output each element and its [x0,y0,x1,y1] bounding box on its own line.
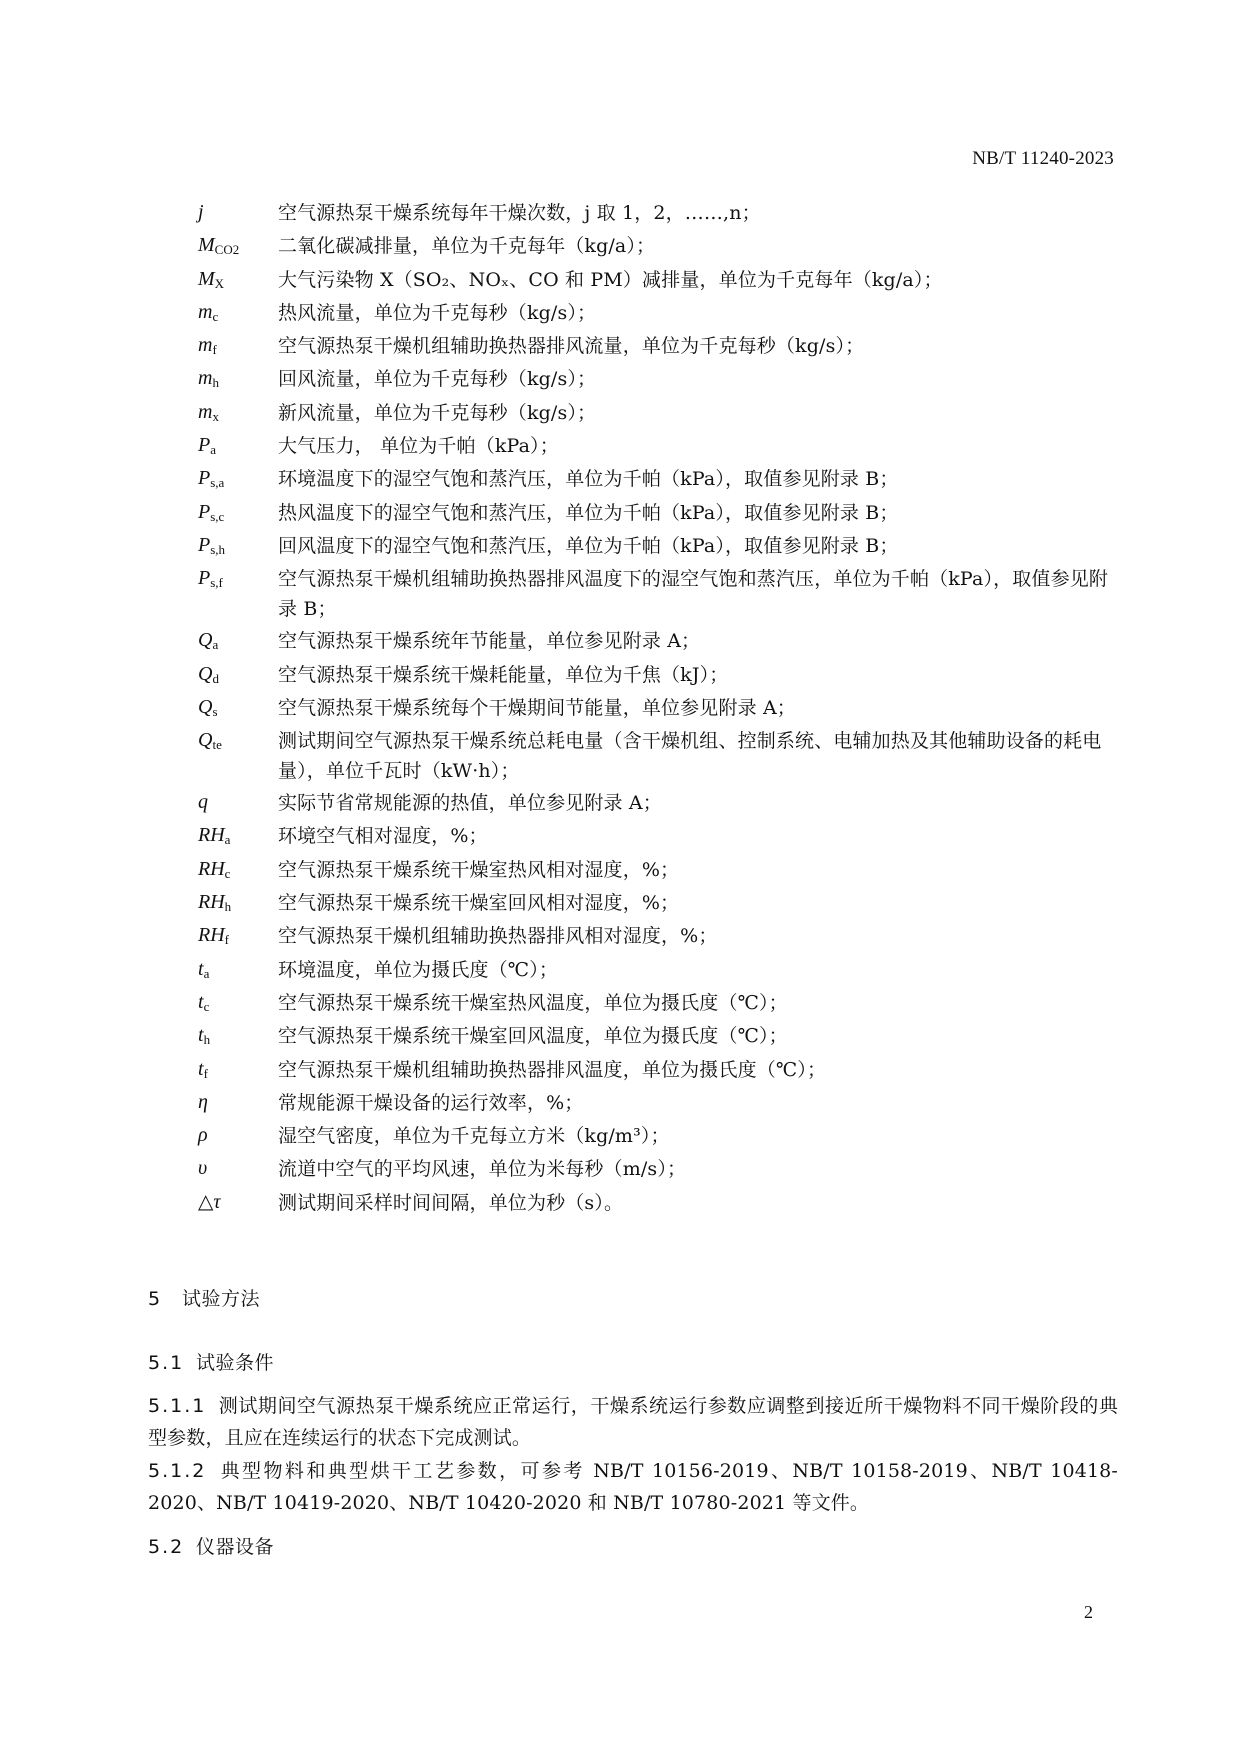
symbol-row [0,819,1241,852]
symbol: $m_c$ [198,300,219,324]
symbol-row [0,786,1241,819]
symbol: $P_{s,a}$ [198,467,225,491]
symbol: $RH_c$ [198,857,231,881]
symbol-row [0,229,1241,262]
symbol-description: 湿空气密度，单位为千克每立方米（kg/m³）； [278,1125,670,1148]
symbol-description: 大气污染物 X（SO₂、NOₓ、CO 和 PM）减排量，单位为千克每年（kg/a）； [278,268,943,291]
symbol-row [0,196,1241,229]
symbol-row [0,1119,1241,1152]
symbol-description: 常规能源干燥设备的运行效率，%； [278,1091,584,1114]
symbol-description: 环境空气相对湿度，%； [278,825,488,848]
symbol-description: 二氧化碳减排量，单位为千克每年（kg/a）； [278,235,656,258]
symbol: υ [198,1157,208,1180]
symbol: $RH_h$ [198,891,232,915]
symbol-row [0,529,1241,562]
symbol-row [0,1019,1241,1052]
symbol-description: 空气源热泵干燥机组辅助换热器排风流量，单位为千克每秒（kg/s）； [278,335,865,358]
symbol: q [198,791,208,814]
symbol: $Q_a$ [198,629,219,653]
symbol-row [0,1086,1241,1119]
symbol: $m_f$ [198,334,217,358]
symbol-row [0,1186,1241,1219]
symbol: $P_{s,h}$ [198,533,226,557]
symbol: $t_a$ [198,957,210,981]
symbol-description: 空气源热泵干燥机组辅助换热器排风温度，单位为摄氏度（℃）； [278,1058,827,1081]
section-heading-5-1: 5.1 试验条件 [148,1352,275,1374]
symbol: $P_a$ [198,434,216,458]
symbol: $P_{s,c}$ [198,500,225,524]
symbol-description: 环境温度下的湿空气饱和蒸汽压，单位为千帕（kPa），取值参见附录 B； [278,468,899,491]
symbol-description: 回风流量，单位为千克每秒（kg/s）； [278,368,597,391]
symbol-row [0,362,1241,395]
document-id: NB/T 11240-2023 [972,148,1114,169]
symbol: ρ [198,1124,208,1147]
symbol-description: 热风温度下的湿空气饱和蒸汽压，单位为千帕（kPa），取值参见附录 B； [278,501,899,524]
symbol-description: 回风温度下的湿空气饱和蒸汽压，单位为千帕（kPa），取值参见附录 B； [278,534,899,557]
symbol-description: 热风流量，单位为千克每秒（kg/s）； [278,301,597,324]
symbol-row [0,1152,1241,1185]
symbol: $m_x$ [198,400,219,424]
symbol-description: 空气源热泵干燥系统干燥室回风相对湿度，%； [278,892,680,915]
symbol-description: 测试期间空气源热泵干燥系统总耗电量（含干燥机组、控制系统、电辅加热及其他辅助设备的耗电量），单位千瓦时（kW·h）； [278,730,1102,783]
symbol-description: 空气源热泵干燥机组辅助换热器排风温度下的湿空气饱和蒸汽压，单位为千帕（kPa），取值参见附录 B； [278,568,1109,621]
section-heading-5: 5 试验方法 [148,1288,261,1310]
symbol-description: 环境温度，单位为摄氏度（℃）； [278,958,559,981]
symbol-description: 空气源热泵干燥机组辅助换热器排风相对湿度，%； [278,925,718,948]
paragraph-5-1-2: 5.1.2 典型物料和典型烘干工艺参数，可参考 NB/T 10156-2019、NB/T 10158-2019、NB/T 10418-2020、NB/T 10419-2020、NB/T 10420-2020 和 NB/T 10780-2021 等文件。 [148,1460,1118,1514]
symbol-row [0,1053,1241,1086]
symbol-row [0,562,1241,624]
symbol-description: 空气源热泵干燥系统干燥室热风温度，单位为摄氏度（℃）； [278,991,788,1014]
symbol-description: 空气源热泵干燥系统干燥室热风相对湿度，%； [278,858,680,881]
symbol-row [0,919,1241,952]
symbol: $M_X$ [198,267,225,291]
symbol-row [0,396,1241,429]
symbol: $t_c$ [198,990,210,1014]
symbol-description: 空气源热泵干燥系统干燥室回风温度，单位为摄氏度（℃）； [278,1025,788,1048]
symbol: $t_h$ [198,1024,211,1048]
symbol: η [198,1090,208,1113]
symbol-list [0,196,1241,1219]
symbol-description: 空气源热泵干燥系统年节能量，单位参见附录 A； [278,630,701,653]
symbol: $Q_{te}$ [198,729,222,753]
symbol-row [0,691,1241,724]
symbol-row [0,296,1241,329]
symbol-description: 空气源热泵干燥系统干燥耗能量，单位为千焦（kJ）； [278,663,729,686]
symbol-row [0,624,1241,657]
symbol: $RH_a$ [198,824,231,848]
symbol: $P_{s,f}$ [198,567,223,591]
symbol: $M_{CO2}$ [198,234,240,258]
symbol-description: 实际节省常规能源的热值，单位参见附录 A； [278,792,662,815]
symbol: $RH_f$ [198,924,230,948]
symbol-row [0,329,1241,362]
symbol-description: 流道中空气的平均风速，单位为米每秒（m/s）； [278,1158,687,1181]
symbol-description: 新风流量，单位为千克每秒（kg/s）； [278,401,597,424]
symbol-row [0,658,1241,691]
symbol: $m_h$ [198,367,219,391]
symbol-row [0,429,1241,462]
symbol-row [0,986,1241,1019]
symbol: △τ [198,1190,221,1213]
symbol-row [0,462,1241,495]
symbol-row [0,496,1241,529]
symbol-row [0,724,1241,786]
symbol: $t_f$ [198,1057,208,1081]
paragraph-5-1-1: 5.1.1 测试期间空气源热泵干燥系统应正常运行，干燥系统运行参数应调整到接近所干燥物料不同干燥阶段的典型参数，且应在连续运行的状态下完成测试。 [148,1395,1118,1449]
symbol: $Q_s$ [198,695,218,719]
symbol-row [0,853,1241,886]
symbol-description: 空气源热泵干燥系统每年干燥次数，j 取 1，2，……,n； [278,202,761,224]
symbol: $Q_d$ [198,662,219,686]
symbol-row [0,953,1241,986]
symbol: j [198,201,204,223]
symbol-row [0,886,1241,919]
section-heading-5-2: 5.2 仪器设备 [148,1536,275,1558]
symbol-description: 大气压力， 单位为千帕（kPa）； [278,435,559,458]
symbol-description: 空气源热泵干燥系统每个干燥期间节能量，单位参见附录 A； [278,696,796,719]
symbol-description: 测试期间采样时间间隔，单位为秒（s）。 [278,1191,624,1214]
page-number: 2 [1084,1602,1093,1622]
symbol-row [0,263,1241,296]
